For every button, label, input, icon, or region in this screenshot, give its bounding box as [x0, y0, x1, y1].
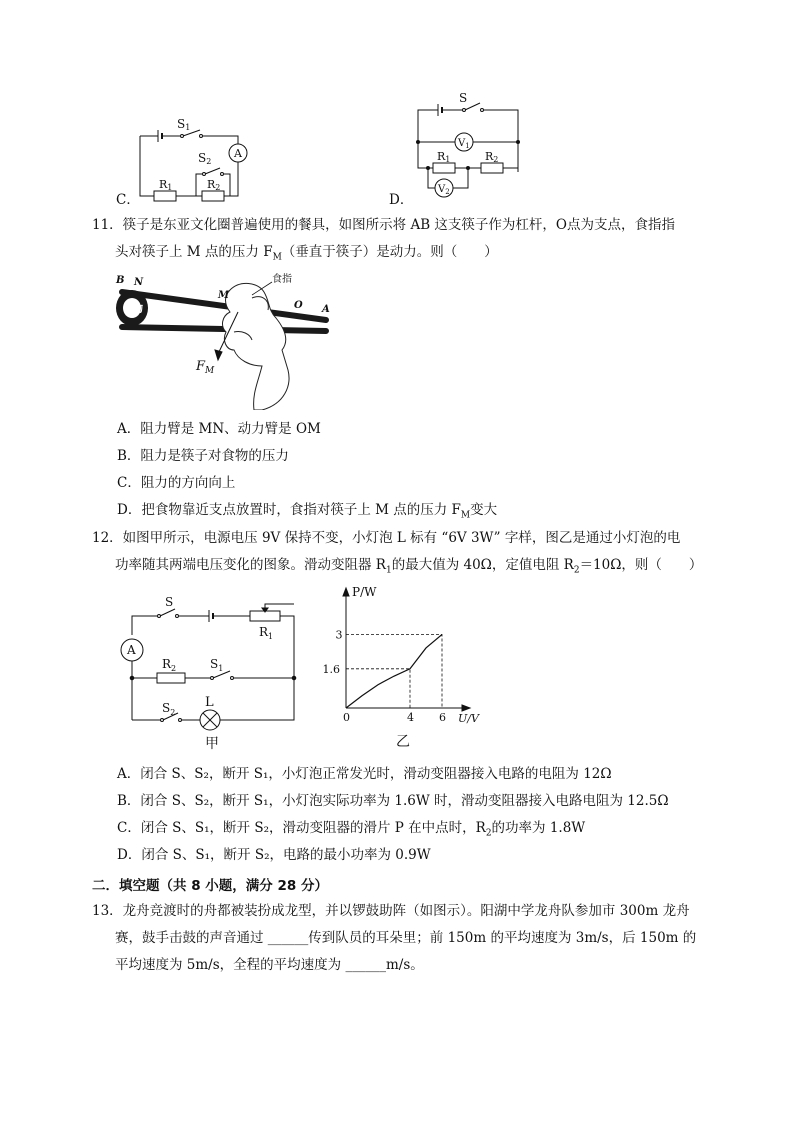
q11-stem-line2: 头对筷子上 M 点的压力 $F_M$（垂直于筷子）是动力。则（ ） [115, 244, 498, 263]
q10-option-d-label: D． [389, 192, 414, 208]
d-v2-label: $V_2$ [438, 184, 450, 196]
d-r2-label: R2 [485, 150, 499, 164]
chart-y-tick-0: 1.6 [322, 662, 340, 676]
q12-option-b[interactable]: B．闭合 S、S₂，断开 S₁，小灯泡实际功率为 1.6W 时，滑动变阻器接入电路电阻为 12.5Ω [117, 793, 669, 809]
chart-x-tick-1: 4 [407, 711, 414, 724]
q13-blank-2[interactable]: ______ [345, 957, 386, 973]
q10-option-c-label: C． [116, 192, 140, 208]
c-r2-label: R2 [207, 178, 221, 192]
chart-ylabel: P/W [352, 585, 377, 599]
q12-option-d[interactable]: D．闭合 S、S₁，断开 S₂，电路的最小功率为 0.9W [117, 847, 431, 863]
q12-option-c[interactable]: C．闭合 S、S₁，断开 S₂，滑动变阻器的滑片 P 在中点时，$R_2$的功率为 1.8W [117, 820, 586, 839]
jia-caption: 甲 [205, 736, 219, 752]
jia-r1-label: $R_1$ [259, 625, 274, 641]
section-title-fill-in: 二．填空题（共 8 小题，满分 28 分） [92, 878, 328, 894]
q12-stem-line1: 12．如图甲所示，电源电压 9V 保持不变，小灯泡 L 标有 “6V 3W” 字样，图乙是通过小灯泡的电 [92, 530, 681, 546]
jia-s-label: S [165, 595, 174, 609]
chart-x-tick-2: 6 [439, 711, 446, 724]
q13-line1: 13．龙舟竞渡时的舟都被装扮成龙型，并以锣鼓助阵（如图示）。阳湖中学龙舟队参加市 300m 龙舟 [92, 903, 690, 919]
label-food: 食物 [123, 304, 143, 315]
d-s-label: S [459, 91, 468, 105]
label-fm: $F_M$ [196, 359, 215, 376]
q11-chopstick-figure [112, 270, 342, 410]
q13-blank-1[interactable]: ______ [267, 930, 309, 946]
q10-option-c-circuit [128, 112, 258, 202]
jia-r2-label: $R_2$ [162, 657, 177, 673]
d-v1-label: $V_1$ [458, 138, 470, 150]
label-o: O [294, 300, 303, 311]
q11-option-c[interactable]: C．阻力的方向向上 [117, 475, 236, 491]
q12-option-a[interactable]: A．闭合 S、S₂，断开 S₁，小灯泡正常发光时，滑动变阻器接入电路的电阻为 12Ω [117, 766, 612, 782]
chart-caption: 乙 [396, 734, 410, 750]
c-s1-label: S1 [177, 117, 191, 132]
label-n: N [134, 277, 144, 288]
label-m: M [218, 290, 230, 301]
chart-guide-0 [346, 669, 410, 708]
label-finger: 食指 [272, 274, 292, 285]
q10-option-d-circuit [408, 90, 528, 202]
jia-s2-label: $S_2$ [162, 701, 176, 717]
chart-xlabel: U/V [458, 712, 479, 725]
c-r1-label: R1 [159, 178, 173, 192]
chart-series-line [346, 635, 442, 709]
q12-power-voltage-chart [318, 582, 488, 752]
chart-y-tick-1: 3 [335, 628, 343, 642]
r2-resistor [157, 673, 185, 683]
q11-option-d[interactable]: D．把食物靠近支点放置时，食指对筷子上 M 点的压力 $F_M$变大 [117, 502, 498, 521]
q11-option-a[interactable]: A．阻力臂是 MN、动力臂是 OM [117, 421, 321, 437]
hand-icon [223, 283, 289, 410]
label-a: A [322, 304, 330, 315]
jia-lamp-label: L [205, 695, 214, 710]
c-s2-label: S2 [198, 151, 212, 166]
jia-s1-label: $S_1$ [210, 657, 224, 673]
q11-stem-line1: 11．筷子是东亚文化圈普遍使用的餐具，如图所示将 AB 这支筷子作为杠杆，O点为支点，食指指 [92, 217, 675, 233]
jia-ammeter-label: A [127, 643, 136, 657]
c-ammeter-label: A [234, 147, 242, 160]
chart-x-tick-0: 0 [343, 711, 350, 724]
q13-line2: 赛，鼓手击鼓的声音通过 ______传到队员的耳朵里；前 150m 的平均速度为 3m/s，后 150m 的 [115, 930, 697, 946]
q11-option-b[interactable]: B．阻力是筷子对食物的压力 [117, 448, 289, 464]
q13-line3: 平均速度为 5m/s，全程的平均速度为 ______m/s。 [115, 957, 424, 973]
d-r1-label: R1 [437, 150, 451, 164]
q12-stem-line2: 功率随其两端电压变化的图象。滑动变阻器 $R_1$的最大值为 40Ω，定值电阻 $R_2=10\Omega$，则（ ） [115, 557, 703, 576]
q12-circuit-jia [112, 588, 312, 753]
label-b: B [116, 275, 125, 286]
